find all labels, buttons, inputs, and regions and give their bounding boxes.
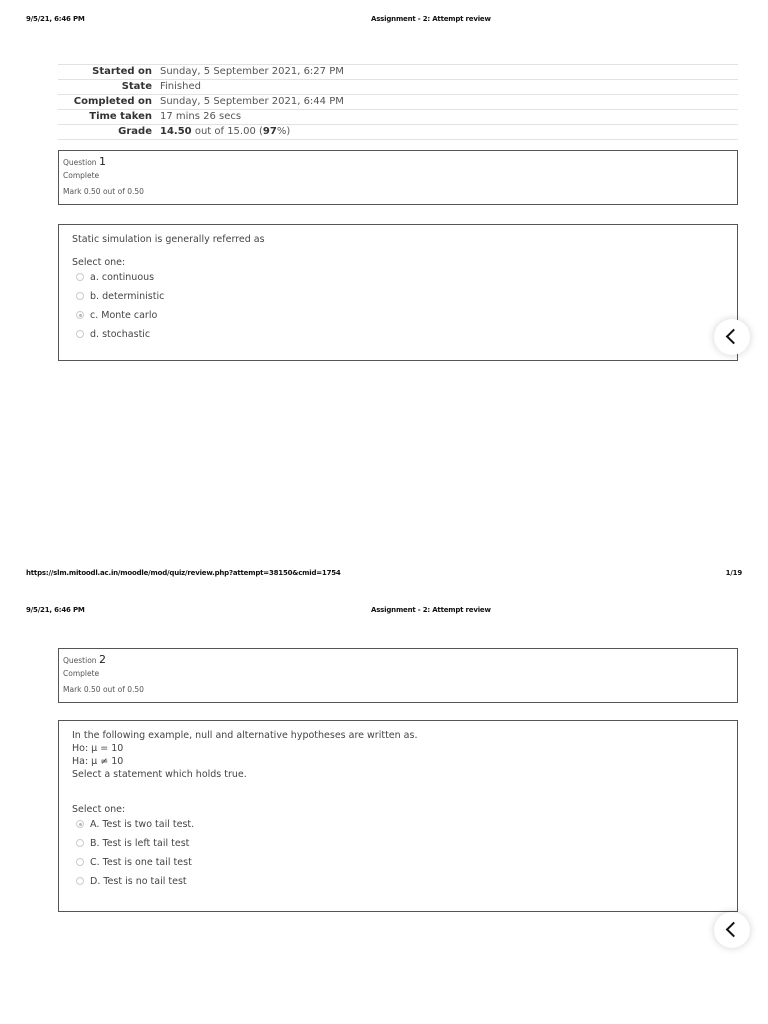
grade-percent: 97	[262, 126, 277, 137]
question-text-line: Static simulation is generally referred as	[72, 234, 265, 245]
radio-button[interactable]	[76, 330, 84, 338]
summary-row-grade	[58, 125, 738, 140]
summary-value: Sunday, 5 September 2021, 6:27 PM	[156, 65, 738, 80]
select-one-label: Select one:	[72, 257, 126, 268]
question-number: 2	[98, 653, 106, 666]
answer-option-label: D. Test is no tail test	[90, 876, 187, 887]
radio-button[interactable]	[76, 292, 84, 300]
answer-option-label: a. continuous	[90, 272, 155, 283]
question-text-line: Ha: μ ≠ 10	[72, 756, 124, 767]
question-mark: Mark 0.50 out of 0.50	[63, 187, 144, 196]
select-one-label: Select one:	[72, 804, 126, 815]
radio-button[interactable]	[76, 858, 84, 866]
question-word: Question	[63, 158, 97, 167]
answer-option-label: d. stochastic	[90, 329, 151, 340]
radio-button[interactable]	[76, 273, 84, 281]
answer-option[interactable]	[72, 325, 724, 344]
summary-label: Grade	[58, 125, 156, 140]
question-content-1	[58, 224, 738, 361]
question-text-line: Select a statement which holds true.	[72, 769, 247, 780]
answer-options	[72, 268, 724, 344]
answer-option[interactable]	[72, 306, 724, 325]
attempt-summary-table	[58, 64, 738, 140]
summary-value: 17 mins 26 secs	[156, 110, 738, 125]
question-status: Complete	[63, 171, 100, 180]
question-info-2	[58, 648, 738, 703]
radio-button[interactable]	[76, 839, 84, 847]
answer-option-label: b. deterministic	[90, 291, 165, 302]
print-header-title: Assignment - 2: Attempt review	[371, 15, 491, 23]
question-number: 1	[98, 155, 106, 168]
summary-value: Finished	[156, 80, 738, 95]
answer-option[interactable]	[72, 268, 724, 287]
summary-row-started	[58, 65, 738, 80]
summary-label: Started on	[58, 65, 156, 80]
answer-option[interactable]	[72, 834, 724, 853]
grade-total: out of 15.00 (	[191, 126, 263, 137]
summary-row-time-taken	[58, 110, 738, 125]
answer-option-label: B. Test is left tail test	[90, 838, 190, 849]
summary-label: Completed on	[58, 95, 156, 110]
previous-page-button[interactable]	[714, 319, 750, 355]
chevron-left-icon	[726, 329, 742, 345]
question-word: Question	[63, 656, 97, 665]
question-text-line: Ho: μ = 10	[72, 743, 124, 754]
answer-option[interactable]	[72, 815, 724, 834]
question-mark: Mark 0.50 out of 0.50	[63, 685, 144, 694]
summary-row-state	[58, 80, 738, 95]
summary-label: Time taken	[58, 110, 156, 125]
question-text	[72, 729, 724, 781]
chevron-left-icon	[726, 922, 742, 938]
question-status: Complete	[63, 669, 100, 678]
answer-option-label: A. Test is two tail test.	[90, 819, 195, 830]
print-header-title: Assignment - 2: Attempt review	[371, 606, 491, 614]
summary-label: State	[58, 80, 156, 95]
print-footer-page: 1/19	[725, 569, 742, 577]
print-footer-url: https://slm.mitoodl.ac.in/moodle/mod/quiz/review.php?attempt=38150&cmid=1754	[26, 569, 341, 577]
answer-option-label: C. Test is one tail test	[90, 857, 192, 868]
radio-button[interactable]	[76, 877, 84, 885]
answer-options	[72, 815, 724, 891]
grade-close: %)	[276, 126, 291, 137]
summary-row-completed	[58, 95, 738, 110]
grade-value	[156, 125, 738, 140]
print-header-date: 9/5/21, 6:46 PM	[26, 15, 85, 23]
grade-score: 14.50	[160, 126, 192, 137]
question-text	[72, 233, 724, 246]
radio-button-selected[interactable]	[76, 820, 84, 828]
print-header-date: 9/5/21, 6:46 PM	[26, 606, 85, 614]
question-text-line: In the following example, null and alternative hypotheses are written as.	[72, 730, 418, 741]
answer-option-label: c. Monte carlo	[90, 310, 158, 321]
radio-button-selected[interactable]	[76, 311, 84, 319]
question-content-2	[58, 720, 738, 912]
summary-value: Sunday, 5 September 2021, 6:44 PM	[156, 95, 738, 110]
question-info-1	[58, 150, 738, 205]
answer-option[interactable]	[72, 287, 724, 306]
answer-option[interactable]	[72, 872, 724, 891]
previous-page-button[interactable]	[714, 912, 750, 948]
answer-option[interactable]	[72, 853, 724, 872]
